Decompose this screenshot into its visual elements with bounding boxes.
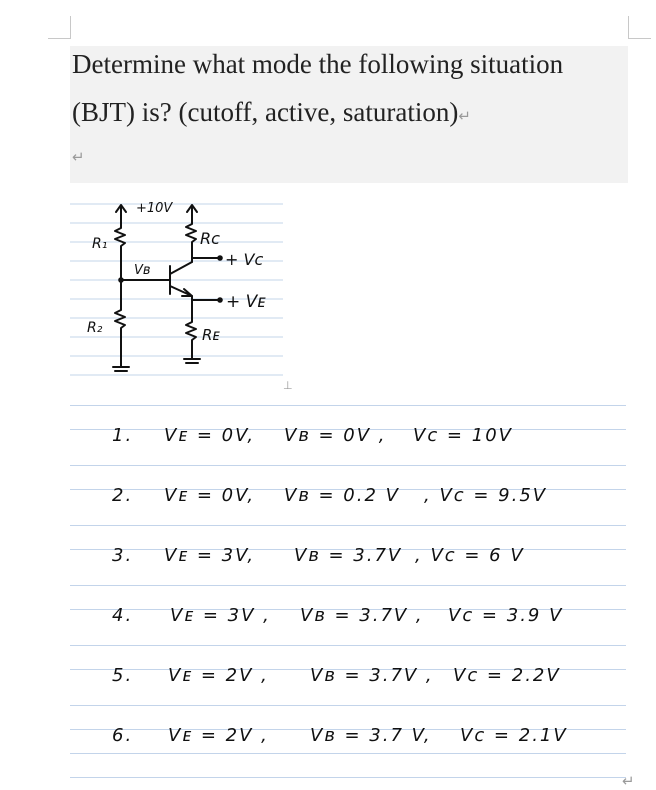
ruled-line <box>70 405 626 406</box>
answer-vb: Vʙ = 0.2 V <box>284 485 400 506</box>
text-cursor-marker-icon: ⊥ <box>283 379 293 392</box>
answer-vc: Vc = 2.2V <box>453 665 561 686</box>
question-line-2: (BJT) is? (cutoff, active, saturation)↵ <box>72 97 471 127</box>
base-junction-dot <box>119 278 123 282</box>
question-paragraph[interactable] <box>70 46 628 183</box>
answer-vc: , Vc = 9.5V <box>424 485 548 506</box>
answer-ve: Vᴇ = 2V , <box>168 665 269 686</box>
ruled-line <box>70 705 626 706</box>
answer-ve: Vᴇ = 0V, <box>164 425 256 446</box>
answer-ve: Vᴇ = 3V , <box>170 605 271 626</box>
re-resistor <box>186 296 196 358</box>
emitter-lead <box>170 286 192 296</box>
answer-item-1 <box>70 421 626 451</box>
answer-number: 1. <box>112 425 134 446</box>
answer-item-5 <box>70 661 626 691</box>
answer-vc: Vc = 3.9 V <box>448 605 564 626</box>
paragraph-mark-icon: ↵ <box>458 107 471 125</box>
answer-ve: Vᴇ = 2V , <box>168 725 269 746</box>
bjt-circuit-diagram <box>70 192 285 377</box>
page-corner-mark-top-right <box>628 16 651 39</box>
paragraph-mark-icon: ↵ <box>622 772 635 790</box>
ruled-line <box>70 585 626 586</box>
page-corner-mark-top-left <box>48 16 71 39</box>
right-supply-arrow-icon <box>187 205 197 216</box>
r1-label: R₁ <box>92 236 108 252</box>
answer-vb: Vʙ = 3.7V <box>294 545 403 566</box>
answer-number: 6. <box>112 725 134 746</box>
answer-vc: , Vc = 6 V <box>415 545 525 566</box>
left-ground-icon <box>113 367 129 371</box>
answer-number: 4. <box>112 605 134 626</box>
paragraph-mark-icon: ↵ <box>72 148 85 166</box>
answer-item-6 <box>70 721 626 751</box>
ruled-line <box>70 465 626 466</box>
answer-vb: Vʙ = 3.7V , <box>300 605 424 626</box>
r2-label: R₂ <box>87 320 103 336</box>
answer-vb: Vʙ = 0V , <box>284 425 387 446</box>
answer-ve: Vᴇ = 3V, <box>164 545 256 566</box>
vb-label: Vʙ <box>134 263 151 278</box>
answer-item-2 <box>70 481 626 511</box>
ruled-line <box>70 645 626 646</box>
ve-node-dot <box>218 298 222 302</box>
supply-label: +10V <box>136 201 173 216</box>
r1-resistor <box>115 216 125 280</box>
answer-list <box>70 405 628 780</box>
ruled-line <box>70 525 626 526</box>
ruled-line <box>70 753 626 754</box>
vc-label: + Vc <box>225 250 264 269</box>
left-supply-arrow-icon <box>116 205 126 216</box>
answer-number: 5. <box>112 665 134 686</box>
answer-vb: Vʙ = 3.7V , <box>310 665 434 686</box>
answer-ve: Vᴇ = 0V, <box>164 485 256 506</box>
right-ground-icon <box>184 359 200 363</box>
r2-resistor <box>115 280 125 366</box>
vc-node-dot <box>218 256 222 260</box>
answer-item-3 <box>70 541 626 571</box>
ve-label: + Vᴇ <box>226 292 266 312</box>
re-label: Rᴇ <box>202 326 220 344</box>
answer-vc: Vc = 2.1V <box>460 725 568 746</box>
answer-number: 2. <box>112 485 134 506</box>
answer-number: 3. <box>112 545 134 566</box>
question-line-1: Determine what mode the following situation <box>72 49 564 79</box>
rc-label: Rc <box>200 229 220 248</box>
answer-item-4 <box>70 601 626 631</box>
collector-lead <box>170 262 192 274</box>
answer-vc: Vc = 10V <box>413 425 513 446</box>
answer-vb: Vʙ = 3.7 V, <box>310 725 432 746</box>
ruled-line <box>70 777 626 778</box>
